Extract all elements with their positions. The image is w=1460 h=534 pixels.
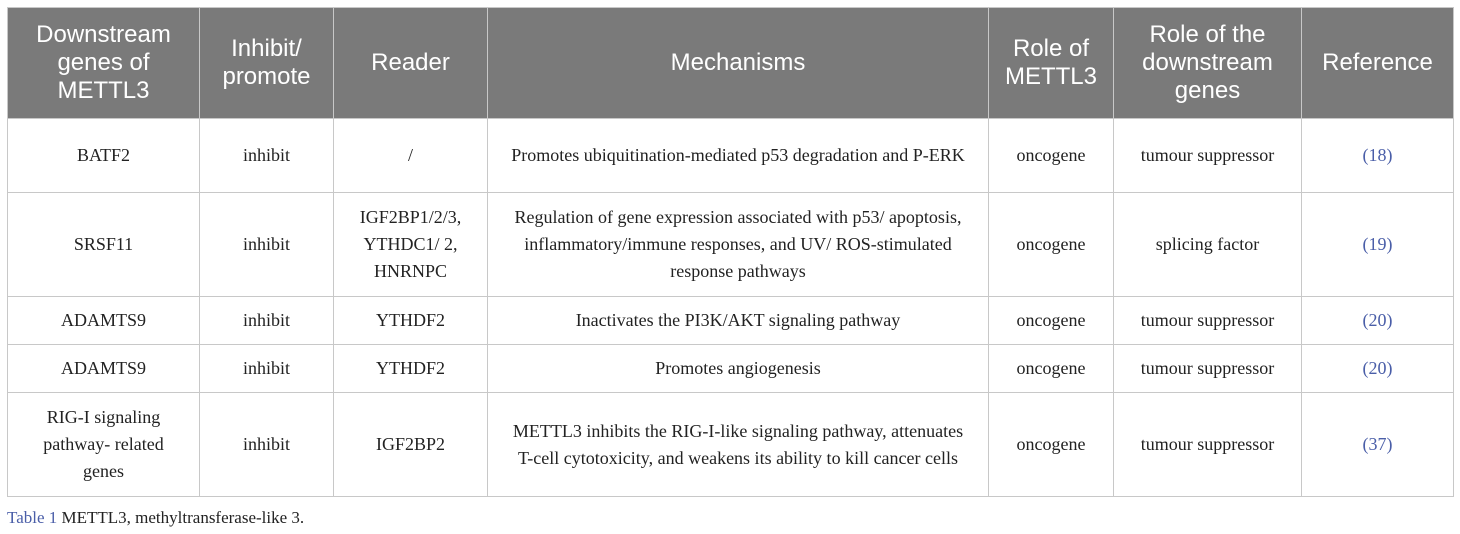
cell-effect: inhibit <box>200 345 334 393</box>
cell-gene: ADAMTS9 <box>8 297 200 345</box>
cell-gene: ADAMTS9 <box>8 345 200 393</box>
cell-reader: / <box>334 119 488 193</box>
cell-mechanism: Promotes angiogenesis <box>488 345 989 393</box>
cell-reference <box>1302 119 1454 193</box>
data-table <box>7 7 1454 497</box>
header-role-of-mettl3: Role of METTL3 <box>989 8 1114 119</box>
cell-reader: YTHDF2 <box>334 345 488 393</box>
reference-link[interactable]: 20 <box>1368 310 1387 330</box>
table-row <box>8 297 1454 345</box>
ref-paren-open: ( <box>1362 145 1369 165</box>
table-row <box>8 345 1454 393</box>
reference-link[interactable]: 19 <box>1368 234 1387 254</box>
cell-role-downstream: splicing factor <box>1114 193 1302 297</box>
cell-effect: inhibit <box>200 297 334 345</box>
cell-role-mettl3: oncogene <box>989 297 1114 345</box>
cell-role-downstream: tumour suppressor <box>1114 345 1302 393</box>
cell-gene: BATF2 <box>8 119 200 193</box>
cell-reader: IGF2BP2 <box>334 393 488 497</box>
table-caption-label[interactable]: Table 1 <box>7 508 58 527</box>
ref-paren-close: ) <box>1386 310 1393 330</box>
cell-mechanism: Inactivates the PI3K/AKT signaling pathway <box>488 297 989 345</box>
ref-paren-close: ) <box>1386 234 1393 254</box>
table-row <box>8 393 1454 497</box>
cell-reader: IGF2BP1/2/3, YTHDC1/ 2, HNRNPC <box>334 193 488 297</box>
header-role-of-downstream-genes: Role of the downstream genes <box>1114 8 1302 119</box>
cell-role-mettl3: oncogene <box>989 345 1114 393</box>
cell-role-mettl3: oncogene <box>989 393 1114 497</box>
table-row <box>8 119 1454 193</box>
ref-paren-open: ( <box>1362 310 1369 330</box>
cell-reader: YTHDF2 <box>334 297 488 345</box>
cell-reference <box>1302 393 1454 497</box>
cell-reference <box>1302 297 1454 345</box>
ref-paren-close: ) <box>1386 358 1393 378</box>
reference-link[interactable]: 18 <box>1368 145 1387 165</box>
ref-paren-close: ) <box>1386 434 1393 454</box>
table-header-row <box>8 8 1454 119</box>
table-row <box>8 193 1454 297</box>
cell-mechanism: METTL3 inhibits the RIG-I-like signaling pathway, attenuates T-cell cytotoxicity, and weakens its ability to kill cancer cells <box>488 393 989 497</box>
ref-paren-open: ( <box>1362 434 1369 454</box>
reference-link[interactable]: 37 <box>1368 434 1387 454</box>
cell-gene: SRSF11 <box>8 193 200 297</box>
cell-reference <box>1302 193 1454 297</box>
cell-role-downstream: tumour suppressor <box>1114 393 1302 497</box>
header-reader: Reader <box>334 8 488 119</box>
ref-paren-close: ) <box>1386 145 1393 165</box>
table-caption-text: METTL3, methyltransferase-like 3. <box>61 508 305 527</box>
header-mechanisms: Mechanisms <box>488 8 989 119</box>
cell-role-mettl3: oncogene <box>989 193 1114 297</box>
table-caption <box>7 508 304 528</box>
ref-paren-open: ( <box>1362 358 1369 378</box>
cell-gene: RIG-I signaling pathway- related genes <box>8 393 200 497</box>
cell-effect: inhibit <box>200 193 334 297</box>
ref-paren-open: ( <box>1362 234 1369 254</box>
cell-reference <box>1302 345 1454 393</box>
cell-effect: inhibit <box>200 393 334 497</box>
reference-link[interactable]: 20 <box>1368 358 1387 378</box>
header-downstream-genes: Downstream genes of METTL3 <box>8 8 200 119</box>
cell-role-downstream: tumour suppressor <box>1114 297 1302 345</box>
cell-mechanism: Promotes ubiquitination-mediated p53 degradation and P-ERK <box>488 119 989 193</box>
cell-role-mettl3: oncogene <box>989 119 1114 193</box>
header-reference: Reference <box>1302 8 1454 119</box>
cell-mechanism: Regulation of gene expression associated with p53/ apoptosis, inflammatory/immune responses, and UV/ ROS-stimulated response pathways <box>488 193 989 297</box>
cell-role-downstream: tumour suppressor <box>1114 119 1302 193</box>
cell-effect: inhibit <box>200 119 334 193</box>
header-inhibit-promote: Inhibit/ promote <box>200 8 334 119</box>
